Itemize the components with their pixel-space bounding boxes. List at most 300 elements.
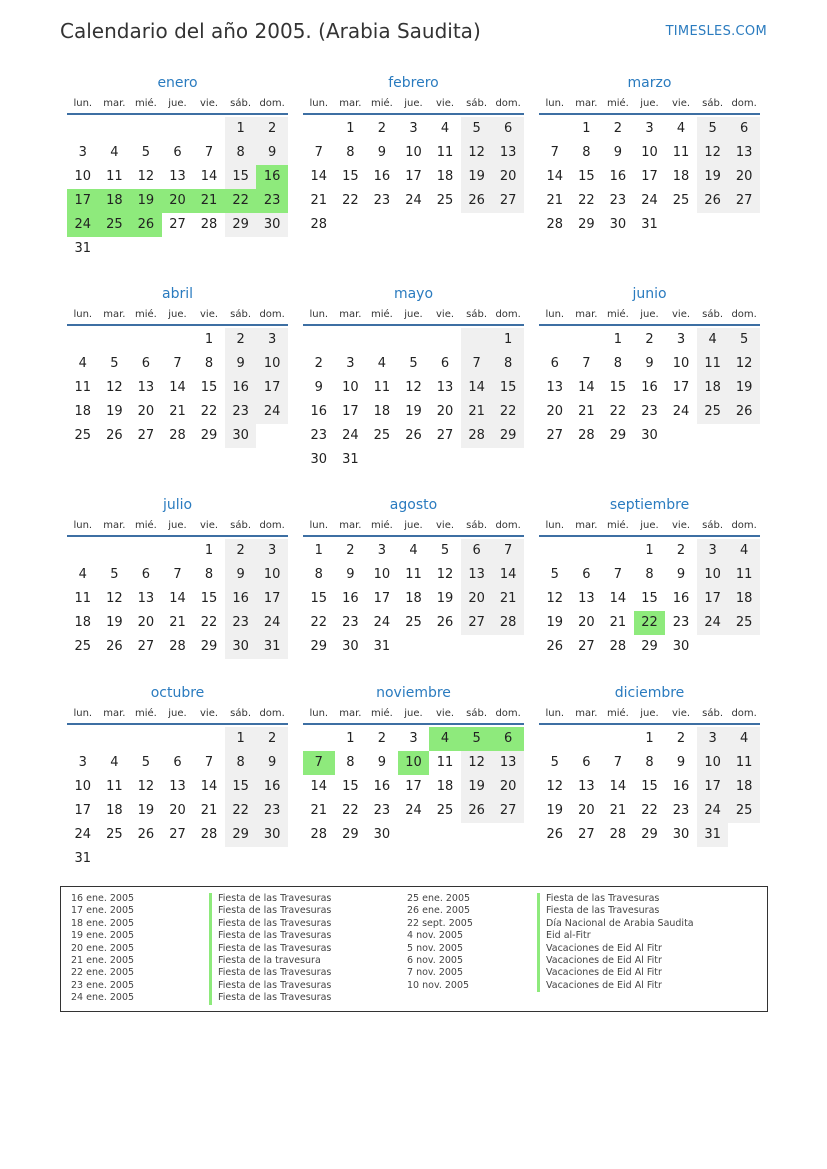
weekday-label: mié. [134, 309, 157, 320]
day-cell: 31 [74, 851, 92, 866]
day-cell: 18 [99, 189, 131, 213]
day-cell: 16 [672, 779, 690, 794]
day-cell: 16 [373, 779, 391, 794]
day-cell: 22 [492, 400, 524, 424]
day-cell: 3 [676, 332, 686, 347]
day-cell: 28 [200, 827, 218, 842]
day-cell: 9 [613, 145, 623, 160]
day-cell: 23 [342, 615, 359, 630]
days-grid [67, 328, 288, 448]
weekday-label: mar. [575, 520, 598, 531]
day-cell: 10 [256, 563, 288, 587]
month-name: abril [161, 286, 193, 302]
empty-cell [571, 328, 603, 352]
day-cell: 4 [728, 539, 760, 563]
weekday-label: sáb. [230, 309, 252, 320]
day-cell: 26 [728, 400, 760, 424]
weekday-label: mar. [339, 309, 362, 320]
day-cell: 7 [204, 755, 214, 770]
day-cell: 20 [546, 404, 564, 419]
month-name: noviembre [376, 685, 451, 701]
weekday-header [539, 306, 760, 326]
legend-holiday-name: Fiesta de las Travesuras [209, 992, 331, 1004]
day-cell: 23 [225, 611, 257, 635]
empty-cell [571, 539, 603, 563]
day-cell: 8 [314, 567, 323, 582]
weekday-label: lun. [73, 309, 93, 320]
day-cell: 2 [256, 117, 288, 141]
weekday-label: jue. [640, 520, 659, 531]
day-cell: 5 [550, 567, 559, 582]
weekday-label: mar. [103, 98, 126, 109]
day-cell: 21 [310, 193, 328, 208]
day-cell: 15 [200, 380, 218, 395]
weekday-header [539, 705, 760, 725]
day-cell: 6 [550, 356, 559, 371]
day-cell: 7 [314, 145, 323, 160]
legend-date: 17 ene. 2005 [71, 905, 135, 917]
day-cell: 14 [310, 779, 328, 794]
day-cell: 27 [578, 639, 595, 654]
day-cell: 3 [409, 121, 418, 136]
day-cell: 8 [492, 352, 524, 376]
day-cell: 10 [373, 567, 391, 582]
day-cell: 11 [106, 169, 123, 184]
day-cell: 21 [578, 404, 595, 419]
weekday-label: mié. [134, 708, 157, 719]
empty-cell [602, 727, 634, 751]
legend-date: 7 nov. 2005 [407, 967, 463, 979]
weekday-label: dom. [259, 520, 285, 531]
weekday-label: dom. [495, 520, 521, 531]
day-cell: 23 [672, 803, 690, 818]
day-cell: 22 [609, 404, 627, 419]
month-name: agosto [389, 497, 438, 513]
day-cell: 15 [225, 165, 257, 189]
day-cell: 18 [74, 615, 92, 630]
legend-holiday-name: Fiesta de las Travesuras [209, 905, 331, 917]
day-cell: 19 [461, 165, 493, 189]
legend-names-left [209, 893, 331, 1005]
day-cell: 24 [641, 193, 658, 208]
month-name: julio [162, 497, 193, 513]
day-cell: 14 [310, 169, 328, 184]
day-cell: 24 [672, 404, 690, 419]
day-cell: 17 [67, 189, 99, 213]
day-cell: 5 [461, 727, 493, 751]
day-cell: 6 [582, 755, 591, 770]
day-cell: 15 [225, 775, 257, 799]
day-cell: 18 [672, 169, 690, 184]
weekday-label: sáb. [466, 98, 488, 109]
day-cell: 15 [641, 779, 658, 794]
brand-link[interactable]: TIMESLES.COM [665, 24, 767, 39]
weekday-label: vie. [200, 309, 219, 320]
day-cell: 5 [110, 567, 119, 582]
holiday-legend [60, 886, 768, 1012]
day-cell: 18 [436, 169, 454, 184]
day-cell: 25 [106, 827, 123, 842]
weekday-label: dom. [731, 98, 757, 109]
weekday-label: jue. [404, 520, 423, 531]
day-cell: 17 [405, 779, 422, 794]
day-cell: 8 [645, 567, 654, 582]
day-cell: 26 [130, 213, 162, 237]
weekday-label: mar. [575, 309, 598, 320]
day-cell: 13 [492, 751, 524, 775]
day-cell: 23 [256, 799, 288, 823]
empty-cell [162, 539, 194, 563]
day-cell: 29 [310, 639, 328, 654]
weekday-header [539, 95, 760, 115]
day-cell: 28 [310, 217, 328, 232]
day-cell: 21 [492, 587, 524, 611]
day-cell: 7 [461, 352, 493, 376]
day-cell: 3 [256, 328, 288, 352]
day-cell: 26 [405, 428, 422, 443]
day-cell: 8 [645, 755, 654, 770]
day-cell: 9 [676, 567, 686, 582]
legend-holiday-name: Fiesta de las Travesuras [209, 930, 331, 942]
day-cell: 14 [200, 779, 218, 794]
day-cell: 3 [645, 121, 654, 136]
day-cell: 15 [641, 591, 658, 606]
day-cell: 25 [436, 193, 454, 208]
day-cell: 28 [169, 639, 186, 654]
day-cell: 31 [74, 241, 92, 256]
day-cell: 8 [346, 145, 355, 160]
day-cell: 1 [204, 332, 214, 347]
empty-cell [429, 328, 461, 352]
empty-cell [67, 117, 99, 141]
day-cell: 17 [697, 775, 729, 799]
day-cell: 16 [373, 169, 391, 184]
weekday-label: sáb. [466, 309, 488, 320]
weekday-label: dom. [731, 309, 757, 320]
weekday-label: sáb. [702, 98, 724, 109]
day-cell: 3 [78, 755, 87, 770]
month-diciembre [539, 683, 760, 847]
weekday-label: jue. [168, 520, 187, 531]
day-cell: 19 [697, 165, 729, 189]
day-cell: 2 [346, 543, 355, 558]
weekday-label: dom. [731, 520, 757, 531]
day-cell: 22 [641, 803, 658, 818]
day-cell: 21 [546, 193, 564, 208]
weekday-label: mar. [575, 708, 598, 719]
legend-holiday-name: Fiesta de las Travesuras [209, 967, 331, 979]
day-cell: 28 [310, 827, 328, 842]
day-cell: 15 [200, 591, 218, 606]
weekday-label: dom. [495, 708, 521, 719]
day-cell: 16 [342, 591, 359, 606]
days-grid [539, 117, 760, 237]
day-cell: 13 [169, 779, 186, 794]
day-cell: 15 [578, 169, 595, 184]
empty-cell [99, 117, 131, 141]
weekday-label: lun. [545, 520, 565, 531]
day-cell: 1 [492, 328, 524, 352]
month-abril [67, 284, 288, 448]
day-cell: 30 [373, 827, 391, 842]
day-cell: 27 [169, 827, 186, 842]
day-cell: 4 [110, 755, 119, 770]
day-cell: 17 [74, 803, 92, 818]
day-cell: 1 [613, 332, 623, 347]
weekday-label: mar. [339, 520, 362, 531]
day-cell: 8 [225, 141, 257, 165]
legend-holiday-name: Fiesta de las Travesuras [537, 905, 694, 917]
day-cell: 25 [728, 611, 760, 635]
day-cell: 17 [373, 591, 391, 606]
month-enero [67, 73, 288, 261]
legend-date: 25 ene. 2005 [407, 893, 471, 904]
legend-date: 6 nov. 2005 [407, 954, 463, 966]
day-cell: 25 [405, 615, 422, 630]
month-name: marzo [627, 75, 672, 91]
empty-cell [461, 328, 493, 352]
day-cell: 9 [256, 141, 288, 165]
weekday-label: sáb. [230, 708, 252, 719]
day-cell: 4 [676, 121, 686, 136]
day-cell: 9 [225, 563, 257, 587]
day-cell: 4 [78, 567, 87, 582]
weekday-label: lun. [545, 708, 565, 719]
days-grid [539, 539, 760, 659]
day-cell: 1 [314, 543, 323, 558]
day-cell: 16 [641, 380, 658, 395]
day-cell: 24 [405, 193, 422, 208]
month-name: febrero [388, 75, 439, 91]
legend-holiday-name: Vacaciones de Eid Al Fitr [537, 955, 694, 967]
day-cell: 23 [373, 803, 391, 818]
weekday-label: vie. [436, 309, 455, 320]
day-cell: 3 [409, 731, 418, 746]
day-cell: 24 [256, 400, 288, 424]
month-name: diciembre [614, 685, 685, 701]
day-cell: 17 [342, 404, 359, 419]
day-cell: 15 [342, 779, 359, 794]
day-cell: 30 [641, 428, 658, 443]
day-cell: 22 [200, 404, 218, 419]
weekday-label: sáb. [466, 708, 488, 719]
legend-names-right [537, 893, 694, 992]
empty-cell [303, 727, 335, 751]
day-cell: 12 [405, 380, 422, 395]
day-cell: 19 [728, 376, 760, 400]
weekday-header [67, 705, 288, 725]
legend-date: 21 ene. 2005 [71, 954, 135, 966]
day-cell: 28 [492, 611, 524, 635]
day-cell: 2 [377, 731, 387, 746]
day-cell: 10 [672, 356, 690, 371]
empty-cell [162, 328, 194, 352]
weekday-label: sáb. [702, 309, 724, 320]
day-cell: 16 [225, 376, 257, 400]
day-cell: 24 [67, 213, 99, 237]
empty-cell [67, 539, 99, 563]
legend-date: 4 nov. 2005 [407, 930, 463, 942]
day-cell: 17 [641, 169, 658, 184]
empty-cell [303, 117, 335, 141]
day-cell: 7 [204, 145, 214, 160]
day-cell: 2 [676, 731, 686, 746]
day-cell: 13 [137, 380, 155, 395]
day-cell: 11 [436, 145, 454, 160]
day-cell: 25 [373, 428, 391, 443]
day-cell: 14 [169, 380, 186, 395]
day-cell: 24 [74, 827, 92, 842]
day-cell: 28 [578, 428, 595, 443]
day-cell: 20 [137, 615, 155, 630]
day-cell: 18 [106, 803, 123, 818]
day-cell: 4 [110, 145, 119, 160]
day-cell: 31 [373, 639, 391, 654]
legend-holiday-name: Eid al-Fitr [537, 930, 694, 942]
day-cell: 16 [256, 775, 288, 799]
day-cell: 18 [74, 404, 92, 419]
day-cell: 29 [342, 827, 359, 842]
day-cell: 9 [225, 352, 257, 376]
day-cell: 9 [676, 755, 686, 770]
empty-cell [162, 117, 194, 141]
day-cell: 24 [373, 615, 391, 630]
day-cell: 6 [440, 356, 450, 371]
empty-cell [539, 328, 571, 352]
days-grid [67, 117, 288, 261]
day-cell: 25 [74, 639, 92, 654]
day-cell: 6 [461, 539, 493, 563]
day-cell: 12 [106, 591, 123, 606]
empty-cell [162, 727, 194, 751]
legend-date: 5 nov. 2005 [407, 942, 463, 954]
day-cell: 8 [346, 755, 355, 770]
day-cell: 20 [137, 404, 155, 419]
weekday-label: sáb. [702, 520, 724, 531]
empty-cell [398, 328, 430, 352]
month-febrero [303, 73, 524, 237]
weekday-header [303, 517, 524, 537]
weekday-label: lun. [73, 520, 93, 531]
day-cell: 2 [645, 332, 654, 347]
weekday-label: mié. [134, 520, 157, 531]
day-cell: 20 [728, 165, 760, 189]
empty-cell [571, 727, 603, 751]
day-cell: 6 [173, 755, 182, 770]
legend-date: 16 ene. 2005 [71, 893, 135, 904]
day-cell: 19 [546, 615, 564, 630]
day-cell: 15 [492, 376, 524, 400]
day-cell: 6 [728, 117, 760, 141]
day-cell: 22 [634, 611, 666, 635]
empty-cell [99, 328, 131, 352]
day-cell: 22 [225, 799, 257, 823]
day-cell: 19 [106, 404, 123, 419]
day-cell: 12 [546, 591, 564, 606]
day-cell: 30 [256, 213, 288, 237]
empty-cell [67, 727, 99, 751]
day-cell: 17 [256, 376, 288, 400]
month-septiembre [539, 495, 760, 659]
day-cell: 7 [613, 567, 623, 582]
legend-date: 23 ene. 2005 [71, 979, 135, 991]
day-cell: 26 [697, 189, 729, 213]
day-cell: 26 [461, 799, 493, 823]
day-cell: 19 [137, 803, 155, 818]
day-cell: 24 [405, 803, 422, 818]
day-cell: 14 [461, 376, 493, 400]
day-cell: 2 [225, 328, 257, 352]
day-cell: 9 [256, 751, 288, 775]
day-cell: 21 [169, 615, 186, 630]
weekday-label: mié. [370, 309, 393, 320]
day-cell: 26 [546, 639, 564, 654]
day-cell: 20 [162, 189, 194, 213]
day-cell: 2 [676, 543, 686, 558]
day-cell: 14 [492, 563, 524, 587]
empty-cell [130, 727, 162, 751]
weekday-label: vie. [200, 98, 219, 109]
weekday-label: dom. [259, 309, 285, 320]
day-cell: 3 [256, 539, 288, 563]
day-cell: 19 [546, 803, 564, 818]
weekday-header [539, 517, 760, 537]
empty-cell [539, 727, 571, 751]
day-cell: 27 [546, 428, 564, 443]
page-title: Calendario del año 2005. (Arabia Saudita) [60, 19, 481, 43]
day-cell: 23 [373, 193, 391, 208]
day-cell: 11 [74, 591, 92, 606]
empty-cell [130, 539, 162, 563]
day-cell: 26 [106, 639, 123, 654]
weekday-label: mié. [606, 309, 629, 320]
day-cell: 18 [373, 404, 391, 419]
day-cell: 7 [582, 356, 591, 371]
weekday-label: lun. [545, 98, 565, 109]
day-cell: 11 [405, 567, 422, 582]
legend-holiday-name: Fiesta de las Travesuras [537, 893, 694, 905]
day-cell: 16 [609, 169, 627, 184]
weekday-label: jue. [404, 309, 423, 320]
day-cell: 29 [641, 827, 658, 842]
day-cell: 8 [204, 567, 214, 582]
day-cell: 20 [436, 404, 454, 419]
day-cell: 1 [346, 731, 355, 746]
day-cell: 22 [342, 803, 359, 818]
day-cell: 28 [200, 217, 218, 232]
day-cell: 3 [697, 727, 729, 751]
weekday-label: vie. [200, 708, 219, 719]
day-cell: 21 [200, 803, 218, 818]
day-cell: 4 [377, 356, 387, 371]
day-cell: 26 [546, 827, 564, 842]
day-cell: 4 [440, 121, 450, 136]
weekday-label: sáb. [230, 98, 252, 109]
month-name: mayo [393, 286, 434, 302]
day-cell: 16 [310, 404, 328, 419]
day-cell: 19 [130, 189, 162, 213]
legend-dates-right [407, 893, 473, 992]
empty-cell [539, 117, 571, 141]
legend-dates-left [71, 893, 134, 1005]
day-cell: 3 [697, 539, 729, 563]
weekday-header [67, 306, 288, 326]
day-cell: 9 [346, 567, 355, 582]
day-cell: 20 [492, 165, 524, 189]
day-cell: 14 [609, 779, 627, 794]
legend-date: 26 ene. 2005 [407, 905, 471, 917]
day-cell: 27 [137, 428, 155, 443]
